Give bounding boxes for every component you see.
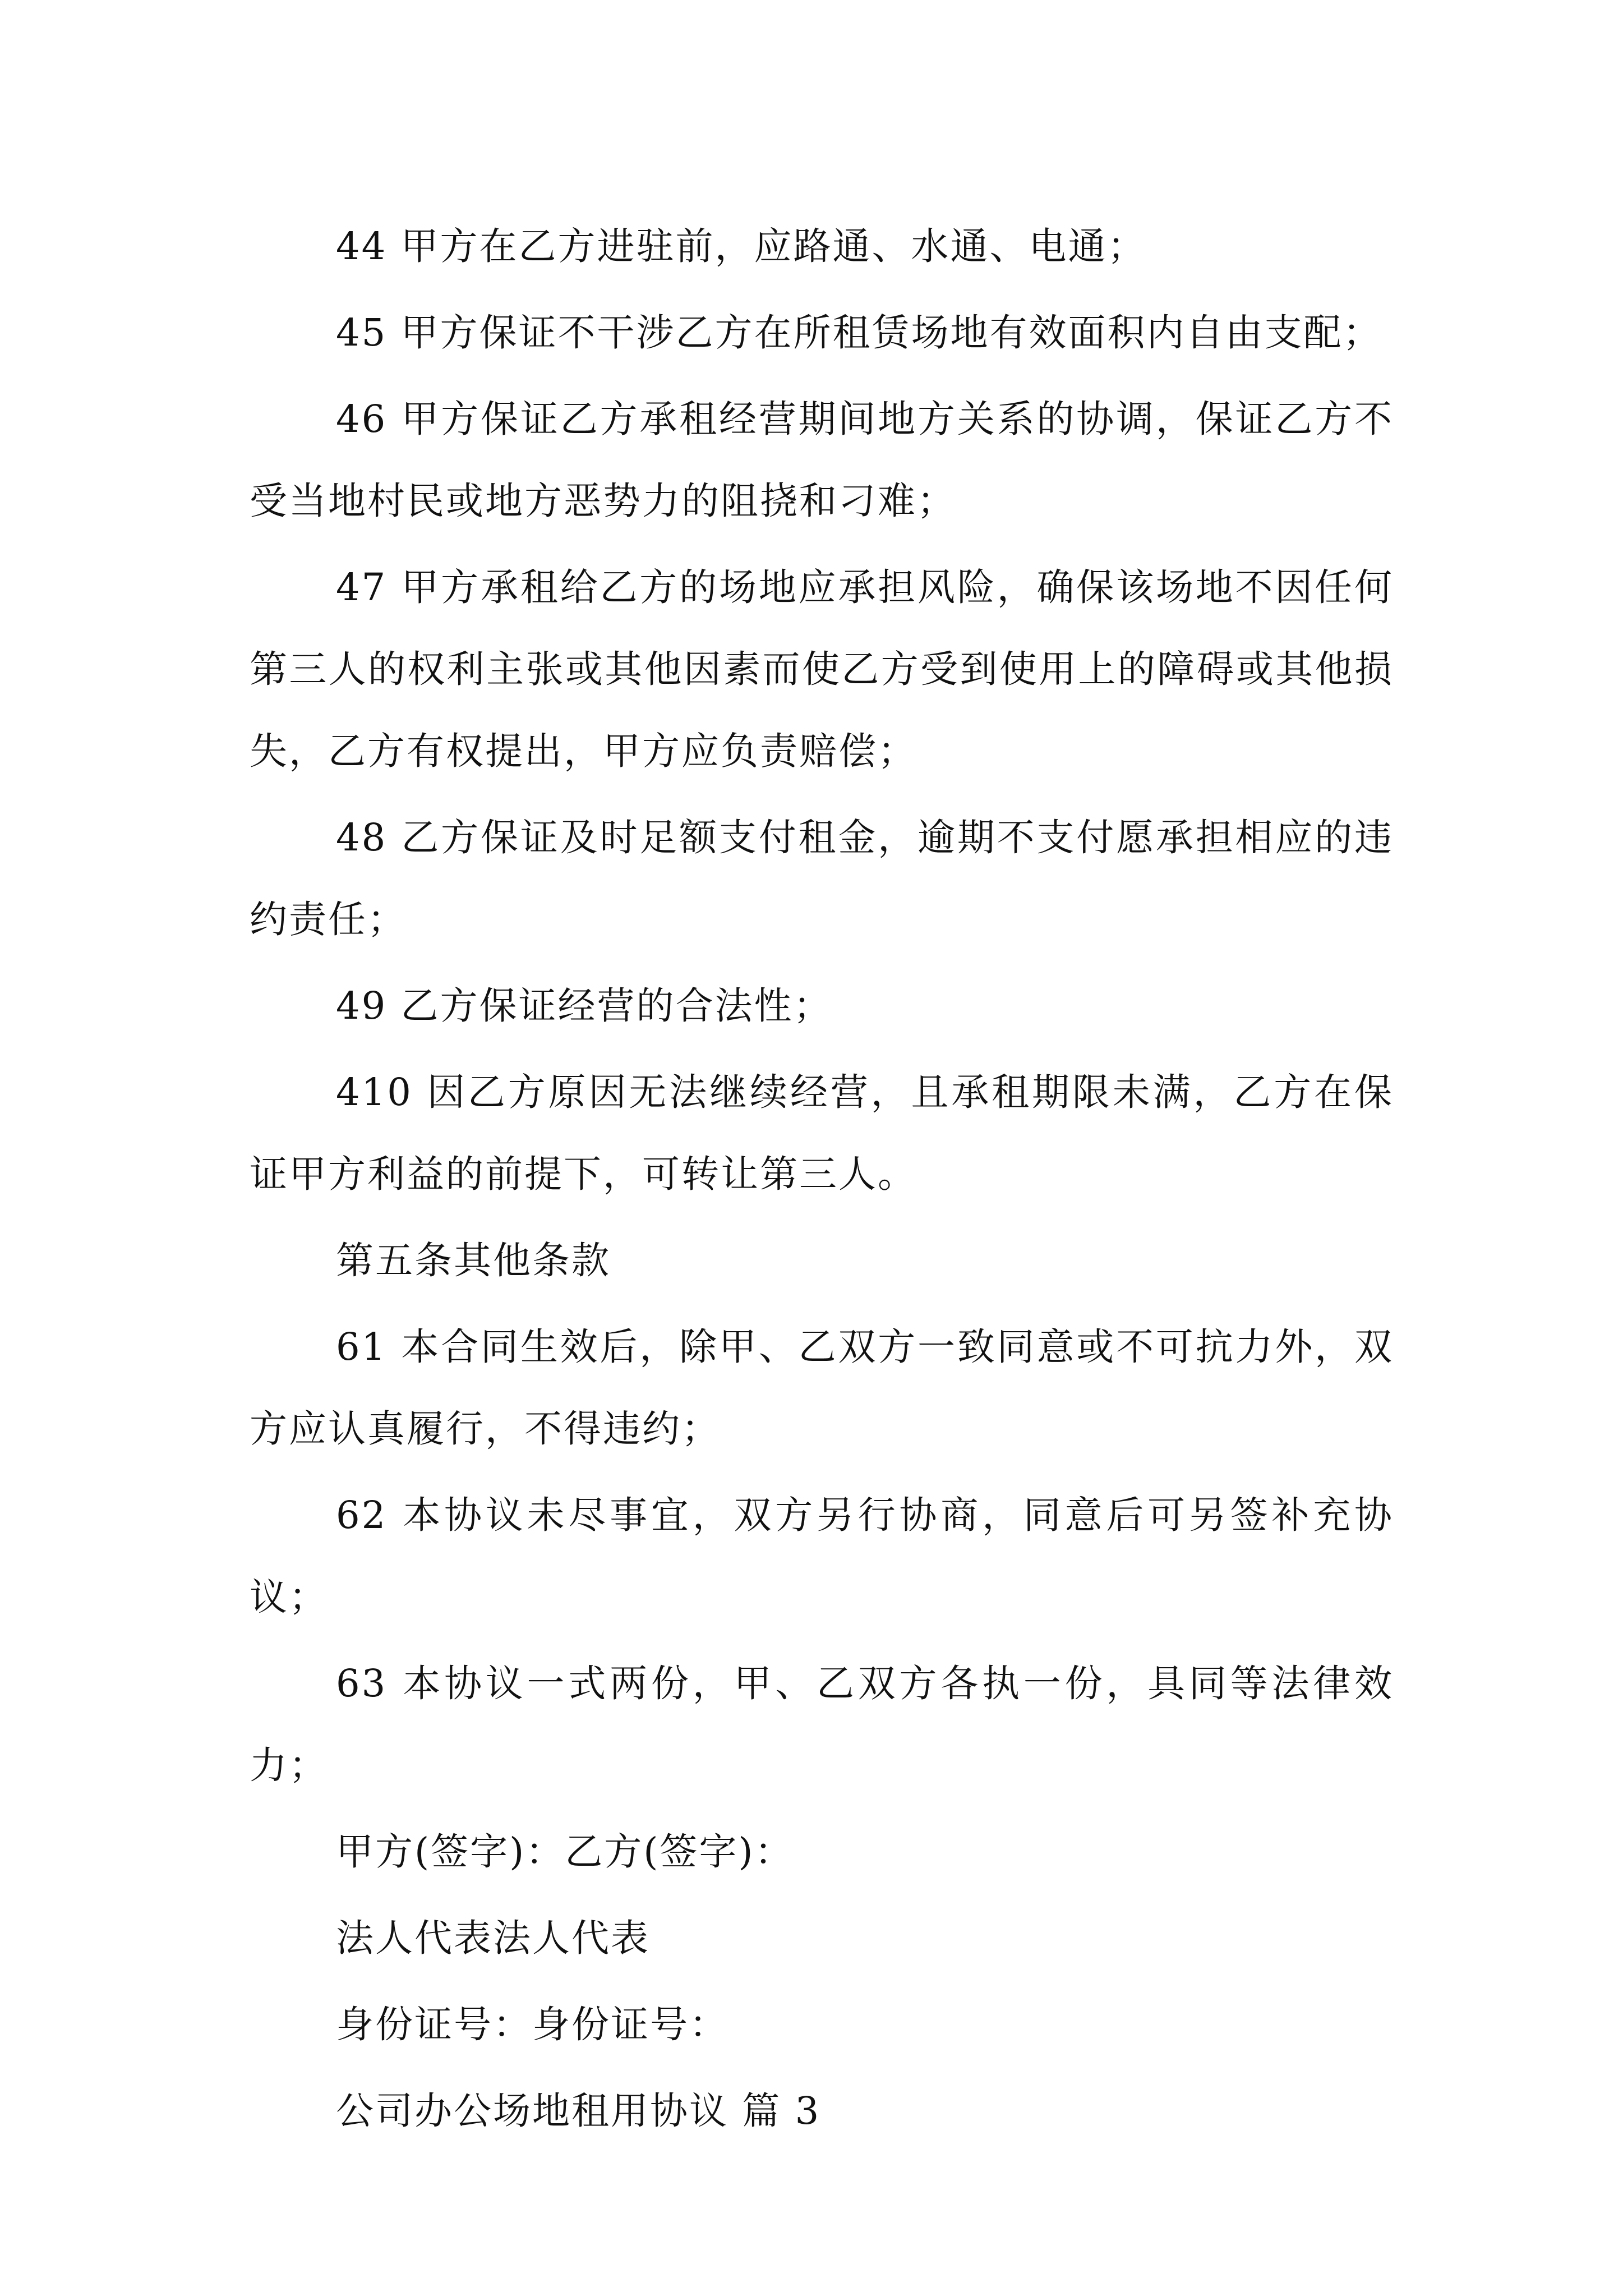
signature-line: 甲方(签字)：乙方(签字)：: [336, 1830, 794, 1874]
clause-4-8: 48 乙方保证及时足额支付租金，逾期不支付愿承担相应的违约责任；: [250, 816, 1394, 941]
clause-6-3: 63 本协议一式两份，甲、乙双方各执一份，具同等法律效力；: [250, 1662, 1394, 1787]
id-number-line: 身份证号：身份证号：: [336, 2003, 728, 2046]
legal-representative-line: 法人代表法人代表: [336, 1916, 650, 1960]
clause-4-10: 410 因乙方原因无法继续经营，且承租期限未满，乙方在保证甲方利益的前提下，可转让第三人。: [250, 1070, 1394, 1196]
clause-4-6: 46 甲方保证乙方承租经营期间地方关系的协调，保证乙方不受当地村民或地方恶势力的阻挠和刁难；: [250, 397, 1394, 523]
clause-6-2: 62 本协议未尽事宜，双方另行协商，同意后可另签补充协议；: [250, 1493, 1394, 1619]
clause-4-5: 45 甲方保证不干涉乙方在所租赁场地有效面积内自由支配；: [336, 311, 1382, 355]
next-agreement-title: 公司办公场地租用协议 篇 3: [336, 2089, 821, 2133]
clause-6-1: 61 本合同生效后，除甲、乙双方一致同意或不可抗力外，双方应认真履行，不得违约；: [250, 1325, 1394, 1451]
clause-4-9: 49 乙方保证经营的合法性；: [336, 984, 833, 1028]
section-heading-article-5: 第五条其他条款: [336, 1239, 611, 1282]
clause-4-4: 44 甲方在乙方进驻前，应路通、水通、电通；: [336, 224, 1147, 268]
clause-4-7: 47 甲方承租给乙方的场地应承担风险，确保该场地不因任何第三人的权利主张或其他因素而使乙方受到使用上的障碍或其他损失，乙方有权提出，甲方应负责赔偿；: [250, 565, 1394, 773]
document-body: [250, 205, 1394, 2156]
